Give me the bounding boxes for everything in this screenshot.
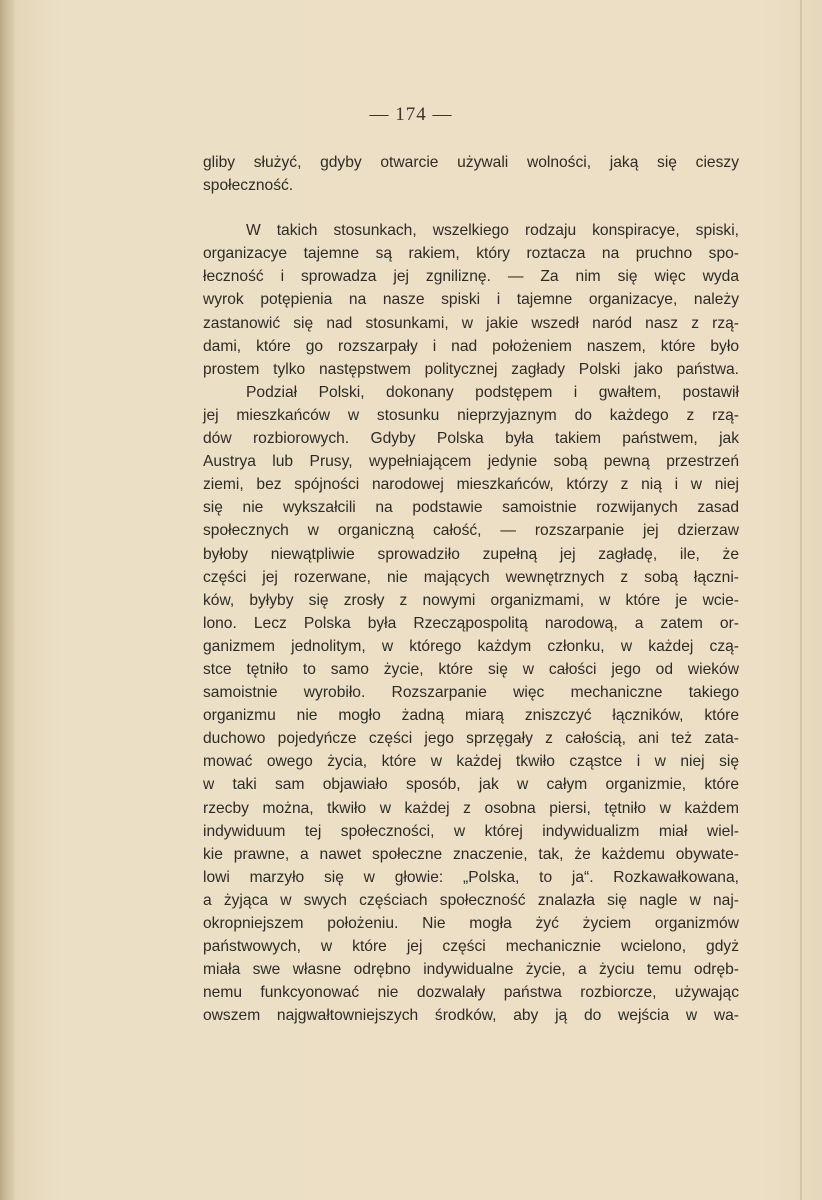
text-line: ziemi, bez spójności narodowej mieszkańców, którzy z nią i w niej xyxy=(203,476,739,494)
text-line: nemu funkcyonować nie dozwalały państwa rozbiorcze, używając xyxy=(203,984,739,1002)
text-line: mować owego życia, które w każdej tkwiło cząstce i w niej się xyxy=(203,753,739,771)
page-fold-line xyxy=(800,0,802,1200)
text-line: indywiduum tej społeczności, w której indywidualizm miał wiel- xyxy=(203,822,739,840)
paragraph-1 xyxy=(203,151,739,197)
text-line: ganizmem jednolitym, w którego każdym członku, w każdej czą- xyxy=(203,637,739,655)
text-line: organizmu nie mogło żadną miarą zniszczyć łączników, które xyxy=(203,707,739,725)
paragraph-3 xyxy=(203,381,739,1028)
text-line: gliby służyć, gdyby otwarcie używali wolności, jaką się cieszy xyxy=(203,154,739,171)
text-line: w taki sam objawiało sposób, jak w całym organizmie, które xyxy=(203,776,739,794)
text-line: dami, które go rozszarpały i nad położeniem naszem, które było xyxy=(203,337,739,355)
body-text xyxy=(203,151,739,1027)
text-line: prostem tylko następstwem politycznej zagłady Polski jako państwa. xyxy=(203,360,739,378)
text-line: zastanowić się nad stosunkami, w jakie wszedł naród nasz z rzą- xyxy=(203,314,739,332)
text-line: wyrok potępienia na nasze spiski i tajemne organizacye, należy xyxy=(203,291,739,309)
text-line: się nie wykszałcili na podstawie samoistnie rozwijanych zasad xyxy=(203,499,739,517)
text-line: części jej rozerwane, nie mających wewnętrznych z sobą łączni- xyxy=(203,568,739,586)
text-line: ków, byłyby się zrosły z nowymi organizmami, w które je wcie- xyxy=(203,591,739,609)
text-line: rzecby można, tkwiło w każdej z osobna piersi, tętniło w każdem xyxy=(203,799,739,817)
text-line: miała swe własne odrębno indywidualne życie, a życiu temu odręb- xyxy=(203,961,739,979)
text-line: kie prawne, a nawet społeczne znaczenie, tak, że każdemu obywate- xyxy=(203,845,739,863)
text-line: W takich stosunkach, wszelkiego rodzaju konspiracye, spiski, xyxy=(246,222,739,240)
text-line: społeczność. xyxy=(203,177,294,195)
paragraph-2 xyxy=(203,219,739,381)
text-line: samoistnie wyrobiło. Rozszarpanie więc mechaniczne takiego xyxy=(203,684,739,702)
text-line: duchowo pojedyńcze części jego sprzęgały z całością, ani też zata- xyxy=(203,730,739,748)
text-line: społecznych w organiczną całość, — rozszarpanie jej dzierzaw xyxy=(203,522,739,540)
text-line: dów rozbiorowych. Gdyby Polska była takiem państwem, jak xyxy=(203,430,739,448)
paragraph-gap xyxy=(203,197,739,219)
text-line: jej mieszkańców w stosunku nieprzyjaznym do każdego z rzą- xyxy=(203,406,739,424)
text-line: a żyjąca w swych częściach społeczność znalazła się nagle w naj- xyxy=(203,891,739,909)
text-line: organizacye tajemne są rakiem, który roztacza na pruchno spo- xyxy=(203,245,739,263)
text-line: łeczność i sprowadza jej zgniliznę. — Za nim się więc wyda xyxy=(203,268,739,286)
text-line: byłoby niewątpliwie sprowadziło zupełną jej zagładę, ile, że xyxy=(203,545,739,563)
page-binding-edge xyxy=(0,0,14,1200)
text-line: Austrya lub Prusy, wypełniającem jedynie sobą pewną przestrzeń xyxy=(203,453,739,471)
text-line: stce tętniło to samo życie, które się w całości jego od wieków xyxy=(203,660,739,678)
text-line: Podział Polski, dokonany podstępem i gwałtem, postawił xyxy=(246,383,739,401)
text-line: okropniejszem położeniu. Nie mogła żyć życiem organizmów xyxy=(203,915,739,932)
text-line: owszem najgwałtowniejszych środków, aby ją do wejścia w wa- xyxy=(203,1007,739,1025)
text-line: lono. Lecz Polska była Rzecząpospolitą narodową, a zatem or- xyxy=(203,614,739,632)
text-line: państwowych, w które jej części mechanicznie wcielono, gdyż xyxy=(203,938,739,956)
page-number: — 174 — xyxy=(369,104,453,125)
text-line: lowi marzyło się w głowie: „Polska, to ja“. Rozkawałkowana, xyxy=(203,868,739,886)
